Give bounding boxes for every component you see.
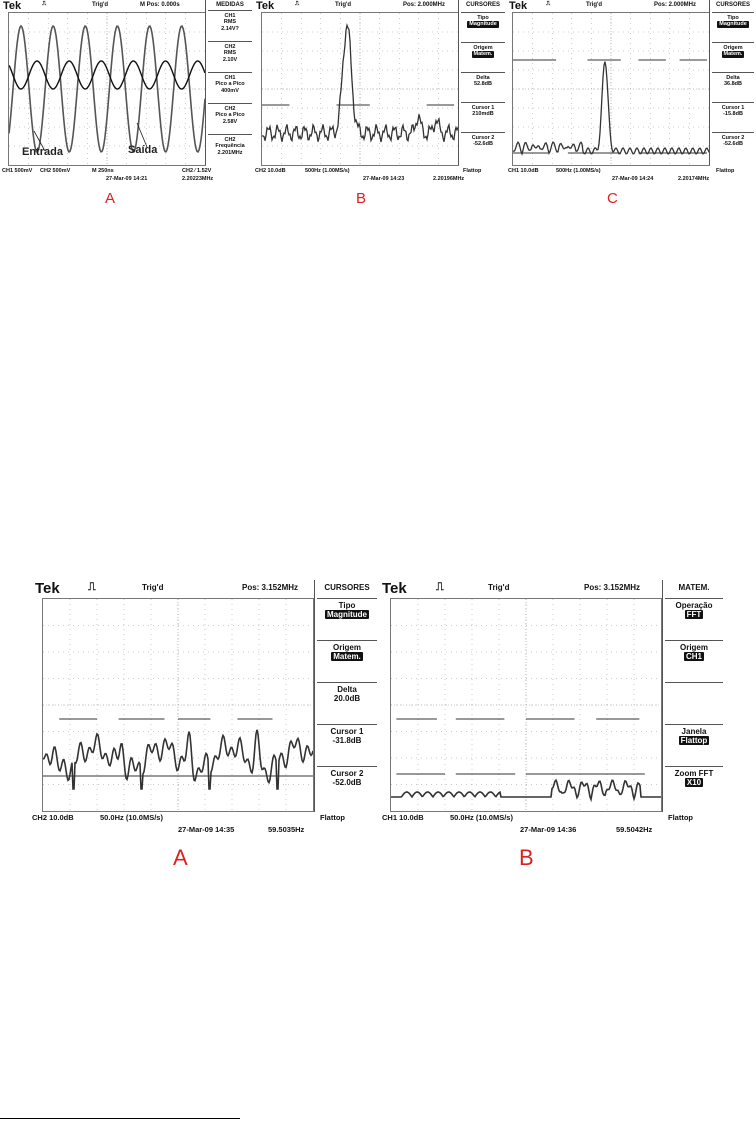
menu-item-label: Cursor 1	[330, 727, 364, 736]
header-position: Pos: 2.000MHz	[403, 2, 446, 8]
menu-item-label: Operação	[675, 601, 713, 610]
frequency-readout: 2.20223MHz	[182, 176, 214, 182]
scope-footer	[30, 813, 378, 839]
scope-2a	[30, 580, 378, 842]
timestamp: 27-Mar-09 14:24	[612, 176, 654, 182]
brand-label: Tek	[3, 0, 22, 12]
menu-item[interactable]	[712, 72, 754, 103]
channel-scale: CH1 10.0dB	[508, 168, 539, 174]
window-readout: Flattop	[716, 168, 735, 174]
menu-item[interactable]	[665, 640, 723, 683]
menu-item[interactable]	[461, 42, 505, 73]
menu-item-label: Tipo	[477, 15, 489, 21]
brand-label: Tek	[35, 580, 60, 597]
menu-item-label: Cursor 1	[471, 105, 495, 111]
scope-footer	[253, 168, 506, 184]
channel-scale: CH2 10.0dB	[255, 168, 286, 174]
window-readout: Flattop	[320, 813, 345, 822]
menu-item[interactable]	[461, 132, 505, 163]
menu-item[interactable]	[208, 103, 252, 135]
window-readout: Flattop	[463, 168, 482, 174]
brand-label: Tek	[509, 0, 528, 12]
spectrum-display	[42, 598, 314, 812]
menu-item-label: Tipo	[338, 601, 356, 610]
menu-item-value: Magnitude	[327, 610, 367, 620]
menu-item[interactable]	[712, 102, 754, 133]
timebase: M 250ns	[92, 168, 114, 174]
menu-item[interactable]	[665, 682, 723, 725]
pulse-icon: ⎍	[88, 581, 96, 593]
menu-item-label: Cursor 2	[721, 135, 745, 141]
menu-item[interactable]	[317, 598, 377, 641]
menu-item[interactable]	[208, 134, 252, 166]
brand-label: Tek	[256, 0, 275, 12]
menu-item-value: Matem.	[723, 51, 743, 58]
menu-item-value: 2.201MHz	[217, 149, 243, 156]
footnote-divider	[0, 1118, 240, 1119]
spectrum-display	[261, 12, 459, 166]
menu-title: MEDIDAS	[216, 2, 244, 8]
menu-title: CURSORES	[465, 2, 500, 8]
trigger-status: Trig'd	[92, 2, 109, 8]
spectrum-svg	[513, 13, 709, 165]
menu-item-value: 52.8dB	[473, 81, 493, 88]
menu-item-value: Matem.	[473, 51, 493, 58]
pulse-icon: ⎍	[546, 1, 551, 7]
figure-label: A	[173, 845, 188, 870]
math-menu[interactable]	[662, 580, 725, 812]
measure-menu[interactable]	[205, 0, 254, 165]
spectrum-display	[390, 598, 662, 812]
menu-item-label: Cursor 1	[721, 105, 745, 111]
header-position: M Pos: 0.000s	[140, 2, 180, 8]
menu-item-label: Cursor 2	[471, 135, 495, 141]
header-position: Pos: 3.152MHz	[242, 583, 299, 592]
spectrum-svg	[391, 599, 661, 811]
span-readout: 50.0Hz (10.0MS/s)	[450, 813, 513, 822]
scope-1b	[253, 0, 506, 182]
spectrum-svg	[43, 599, 313, 811]
scope-footer	[380, 813, 725, 839]
pulse-icon: ⎍	[42, 1, 47, 7]
menu-item[interactable]	[461, 102, 505, 133]
menu-item-value: 2.10V	[222, 56, 238, 63]
menu-item-value: Flattop	[680, 736, 708, 746]
trigger-level: CH2 ⁄ 1.52V	[182, 168, 212, 174]
menu-item[interactable]	[665, 766, 723, 809]
menu-item-label: Cursor 2	[330, 769, 364, 778]
cursor-menu[interactable]	[314, 580, 379, 812]
menu-item-label: CH1	[224, 13, 236, 19]
spectrum-display	[512, 12, 710, 166]
menu-item[interactable]	[665, 724, 723, 767]
menu-item-label: Origem	[473, 45, 493, 51]
timestamp: 27-Mar-09 14:35	[178, 825, 235, 834]
span-readout: 500Hz (1.00MS/s)	[305, 168, 350, 174]
menu-item-sublabel: Frequência	[215, 143, 245, 150]
figure-label: C	[607, 190, 618, 207]
menu-item-sublabel: RMS	[223, 19, 237, 26]
menu-item-label: CH1	[224, 75, 236, 81]
header-position: Pos: 2.000MHz	[654, 2, 697, 8]
frequency-readout: 59.5042Hz	[616, 825, 653, 834]
menu-item-label: Delta	[726, 75, 740, 81]
menu-item-value: Matem.	[333, 652, 361, 662]
trigger-status: Trig'd	[586, 2, 603, 8]
menu-item-label: CH2	[224, 137, 236, 143]
scope-footer	[506, 168, 756, 184]
span-readout: 50.0Hz (10.0MS/s)	[100, 813, 163, 822]
pulse-icon: ⎍	[436, 581, 444, 593]
menu-item-label: Delta	[476, 75, 490, 81]
figure-label: B	[519, 845, 534, 870]
waveform-display	[8, 12, 206, 166]
channel-scale: CH2 10.0dB	[32, 813, 74, 822]
menu-title: CURSORES	[715, 2, 750, 8]
menu-item-value: -52.6dB	[723, 141, 743, 148]
menu-item[interactable]	[317, 766, 377, 809]
menu-title: MATEM.	[678, 583, 710, 592]
menu-item-value: Magnitude	[719, 21, 747, 28]
menu-item-label: Origem	[723, 45, 743, 51]
menu-item-sublabel: Pico a Pico	[215, 112, 245, 119]
waveform-svg	[9, 13, 205, 165]
menu-item-label: Janela	[681, 727, 707, 736]
menu-item-value: 36.8dB	[723, 81, 743, 88]
figure-label: B	[356, 190, 367, 207]
menu-item-label: Zoom FFT	[674, 769, 714, 778]
menu-item-value: FFT	[686, 610, 702, 620]
menu-item[interactable]	[317, 640, 377, 683]
figure-label: A	[105, 190, 116, 207]
menu-item-label: Delta	[337, 685, 357, 694]
menu-title: CURSORES	[324, 583, 370, 592]
menu-item[interactable]	[317, 724, 377, 767]
menu-item-label: CH2	[224, 44, 236, 50]
menu-item[interactable]	[317, 682, 377, 725]
menu-item-sublabel: RMS	[223, 50, 237, 57]
menu-item[interactable]	[712, 12, 754, 43]
menu-item-value: -52.0dB	[332, 778, 362, 788]
menu-item[interactable]	[665, 598, 723, 641]
menu-item-value: X10	[686, 778, 702, 788]
timestamp: 27-Mar-09 14:36	[520, 825, 577, 834]
output-annotation: Saída	[128, 144, 158, 156]
scope-footer	[0, 168, 253, 184]
menu-item-label: Tipo	[727, 15, 739, 21]
menu-item[interactable]	[461, 72, 505, 103]
channel-scale: CH1 10.0dB	[382, 813, 424, 822]
pulse-icon: ⎍	[295, 1, 300, 7]
ch1-scale: CH1 500mV	[2, 168, 33, 174]
spectrum-trace	[513, 62, 709, 154]
menu-item-value: 400mV	[221, 87, 239, 94]
menu-item-value: 210mdB	[472, 111, 494, 118]
frequency-readout: 59.5035Hz	[268, 825, 305, 834]
trigger-status: Trig'd	[488, 583, 510, 592]
cursor-menu[interactable]	[709, 0, 756, 165]
spectrum-svg	[262, 13, 458, 165]
window-readout: Flattop	[668, 813, 693, 822]
menu-item-value: 2.14V?	[221, 25, 239, 32]
scope-1c	[506, 0, 756, 182]
menu-item-label: CH2	[224, 106, 236, 112]
menu-item-value: -52.6dB	[473, 141, 493, 148]
frequency-readout: 2.20174MHz	[678, 176, 710, 182]
menu-item-value: Magnitude	[469, 21, 497, 28]
menu-item[interactable]	[461, 12, 505, 43]
menu-item-value: CH1	[685, 652, 702, 662]
ch2-scale: CH2 500mV	[40, 168, 71, 174]
menu-item[interactable]	[208, 10, 252, 42]
header-position: Pos: 3.152MHz	[584, 583, 641, 592]
timestamp: 27-Mar-09 14:21	[106, 176, 148, 182]
menu-item-label: Origem	[332, 643, 361, 652]
menu-item[interactable]	[208, 41, 252, 73]
menu-item-sublabel: Pico a Pico	[215, 81, 245, 88]
menu-item-label: Origem	[679, 643, 708, 652]
cursor-menu[interactable]	[458, 0, 507, 165]
menu-item[interactable]	[712, 132, 754, 163]
trigger-status: Trig'd	[142, 583, 164, 592]
span-readout: 500Hz (1.00MS/s)	[556, 168, 601, 174]
input-annotation: Entrada	[22, 146, 63, 158]
menu-item-value: 20.0dB	[333, 694, 361, 704]
frequency-readout: 2.20196MHz	[433, 176, 465, 182]
menu-item-value: -31.8dB	[332, 736, 362, 746]
menu-item[interactable]	[208, 72, 252, 104]
menu-item-value: -15.8dB	[723, 111, 743, 118]
timestamp: 27-Mar-09 14:23	[363, 176, 405, 182]
trigger-status: Trig'd	[335, 2, 352, 8]
menu-item[interactable]	[712, 42, 754, 73]
scope-1a	[0, 0, 253, 182]
menu-item-value: 2.58V	[222, 118, 238, 125]
scope-2b	[380, 580, 725, 842]
brand-label: Tek	[382, 580, 407, 597]
